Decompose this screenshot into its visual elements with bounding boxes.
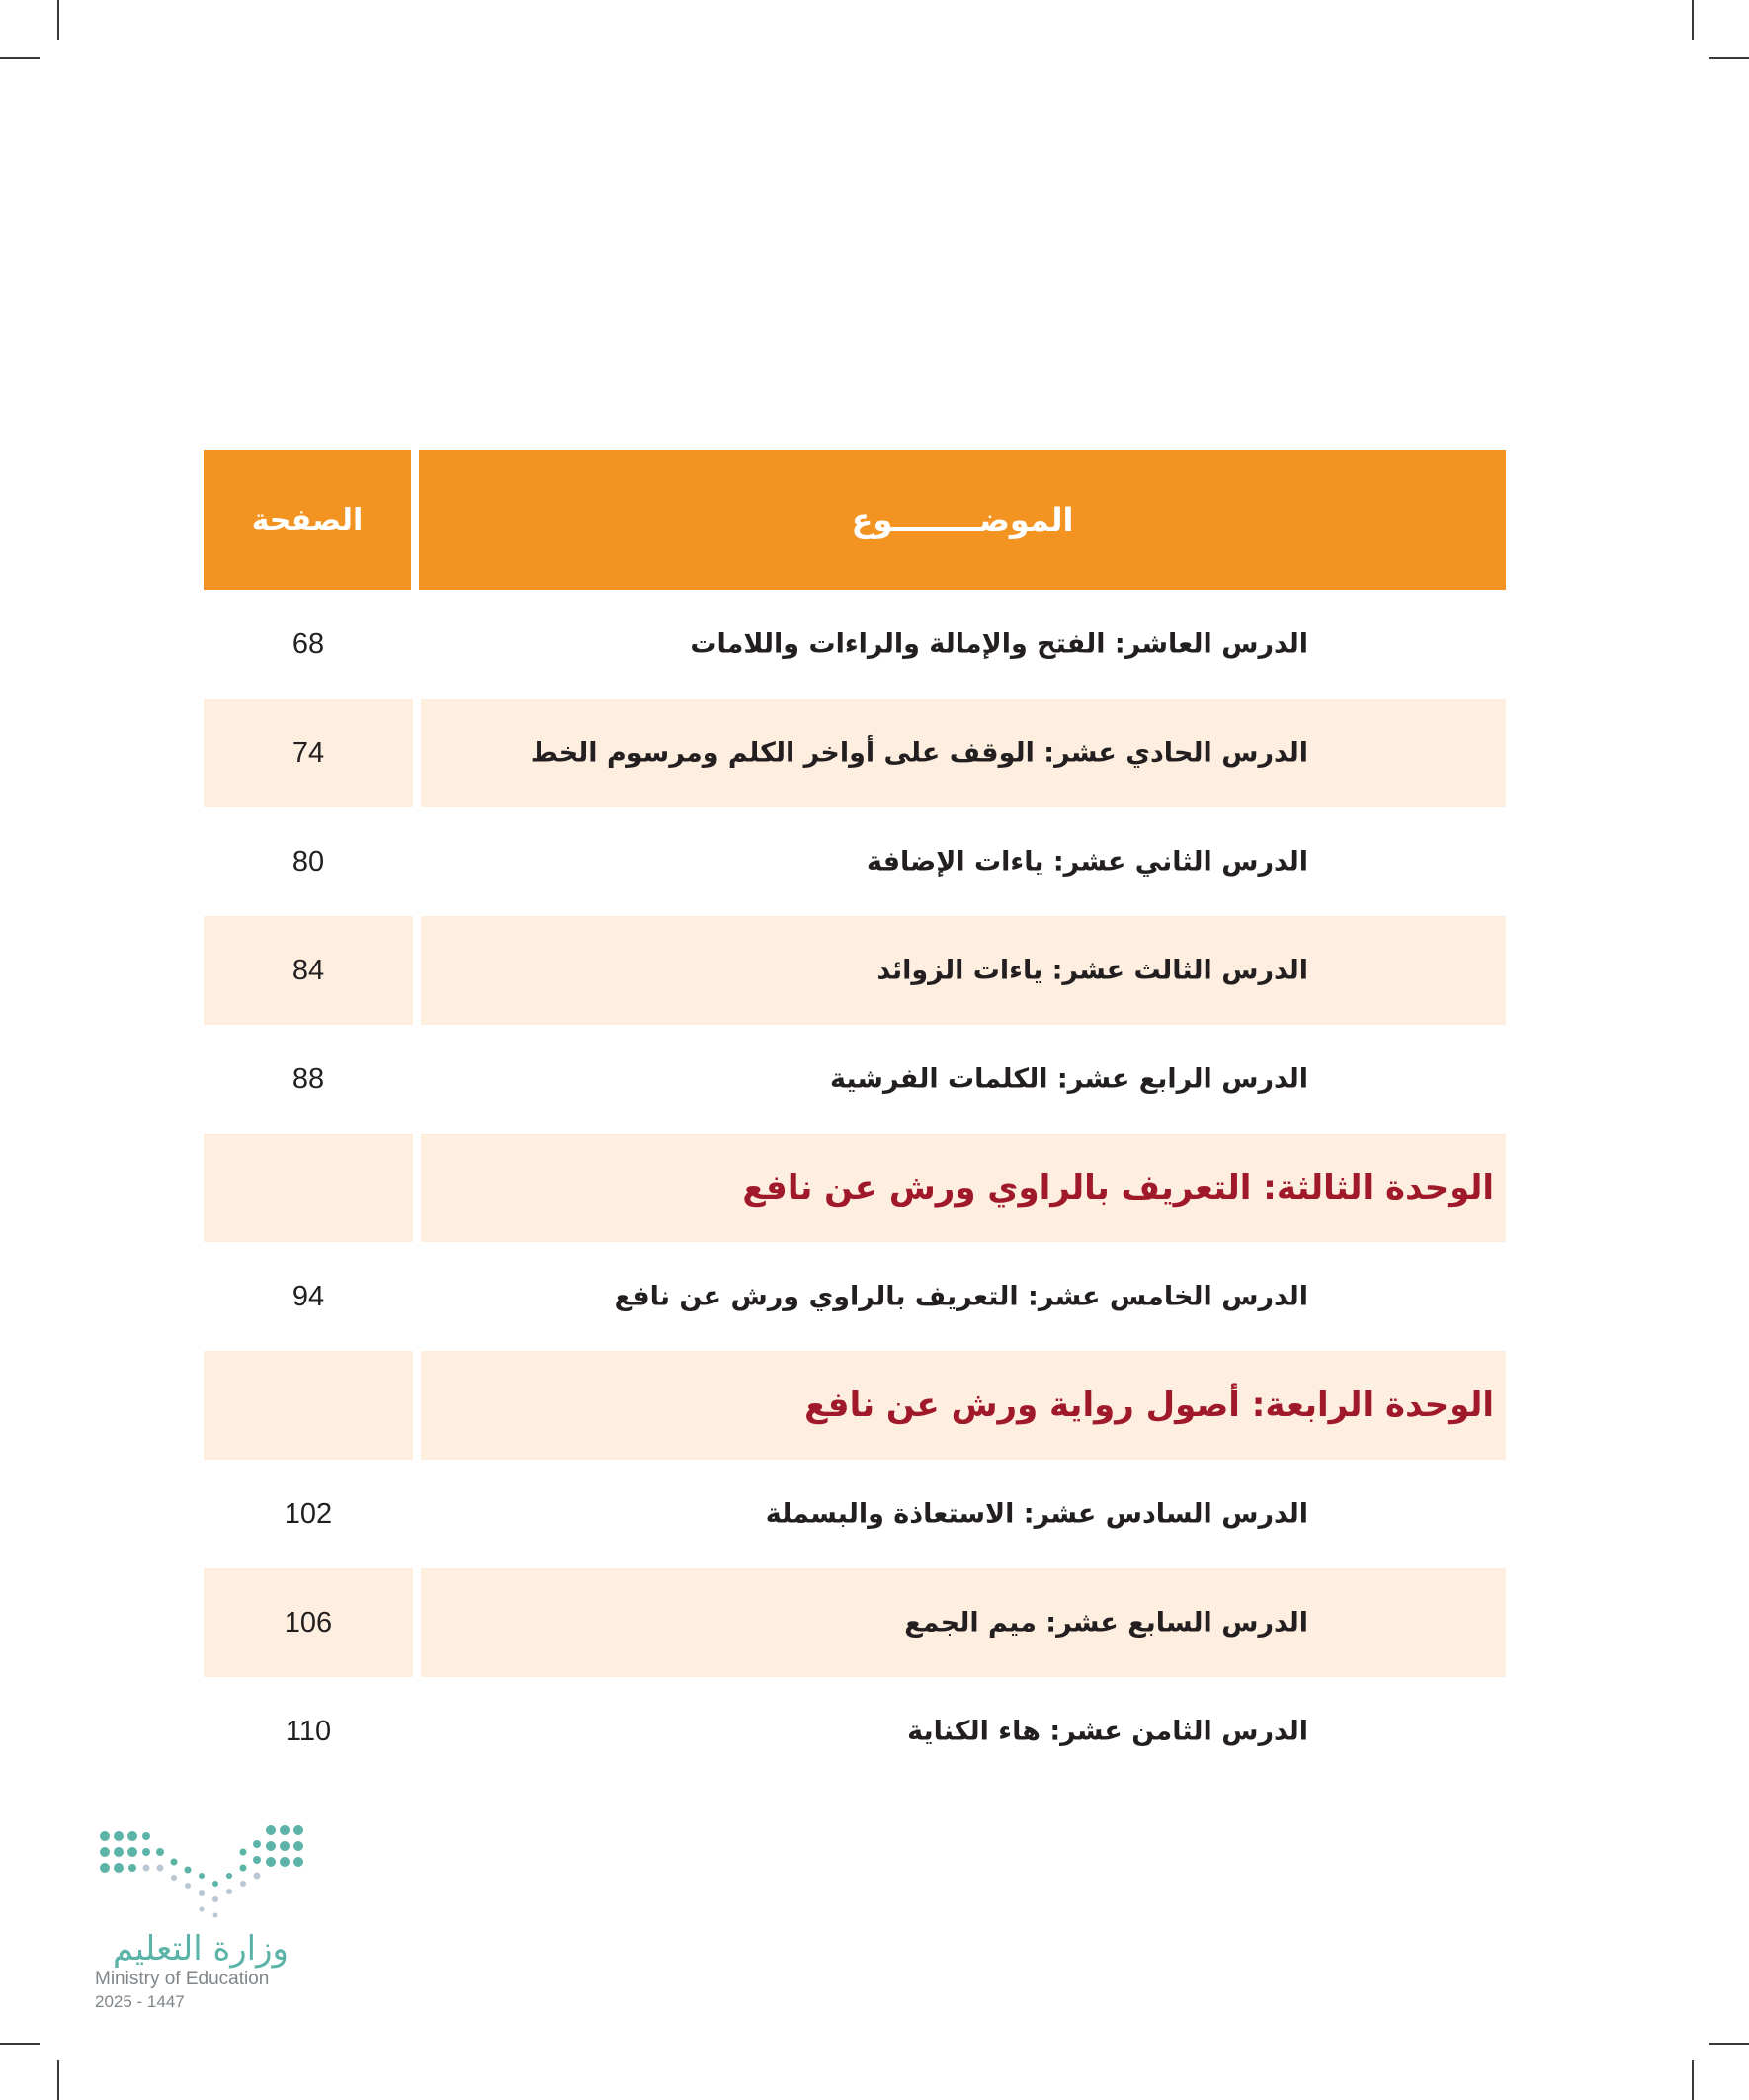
page-column-header (204, 450, 411, 590)
crop-mark (0, 2043, 40, 2045)
unit-title: الوحدة الثالثة: التعريف بالراوي ورش عن نافع (742, 1168, 1494, 1208)
subject-cell (421, 699, 1506, 807)
lesson-title: الدرس الثاني عشر: ياءات الإضافة (866, 846, 1308, 878)
page-number: 94 (292, 1280, 325, 1312)
edition-year: 2025 - 1447 (95, 1992, 185, 2011)
subject-header-label: الموضــــــــوع (851, 501, 1074, 539)
lesson-title: الدرس الثامن عشر: هاء الكناية (907, 1716, 1308, 1747)
ministry-name-english: Ministry of Education (95, 1969, 270, 1989)
page-number-cell (204, 807, 413, 916)
unit-title: الوحدة الرابعة: أصول رواية ورش عن نافع (804, 1386, 1494, 1425)
crop-mark (57, 0, 59, 40)
unit-row (204, 1134, 1506, 1242)
lesson-row (204, 1568, 1506, 1677)
page-number-cell (204, 590, 413, 699)
lesson-row (204, 699, 1506, 807)
subject-cell (421, 1025, 1506, 1134)
lesson-title: الدرس السادس عشر: الاستعاذة والبسملة (765, 1498, 1308, 1530)
page-number: 84 (292, 954, 325, 986)
lesson-row (204, 1460, 1506, 1568)
page-number-cell (204, 1134, 413, 1242)
crop-mark (1692, 2060, 1694, 2100)
lesson-row (204, 1025, 1506, 1134)
ministry-logo (95, 1818, 332, 2016)
page-number: 106 (284, 1606, 333, 1638)
page-number-cell (204, 1242, 413, 1351)
subject-cell (421, 1134, 1506, 1242)
crop-mark (1709, 2043, 1749, 2045)
lesson-row (204, 1242, 1506, 1351)
crop-mark (0, 57, 40, 59)
toc-body (204, 590, 1506, 1786)
crop-mark (1692, 0, 1694, 40)
lesson-row (204, 916, 1506, 1025)
ministry-logo-dots-icon (95, 1818, 312, 1927)
page-number-cell (204, 699, 413, 807)
page-number: 110 (285, 1715, 332, 1747)
lesson-title: الدرس الثالث عشر: ياءات الزوائد (876, 955, 1308, 986)
page-number-cell (204, 1568, 413, 1677)
subject-cell (421, 1351, 1506, 1460)
subject-cell (421, 1242, 1506, 1351)
page-number-cell (204, 1351, 413, 1460)
page-number-cell (204, 1460, 413, 1568)
lesson-row (204, 807, 1506, 916)
unit-row (204, 1351, 1506, 1460)
page-number-cell (204, 1677, 413, 1786)
page-number: 88 (292, 1062, 325, 1095)
subject-cell (421, 590, 1506, 699)
lesson-row (204, 1677, 1506, 1786)
crop-mark (57, 2060, 59, 2100)
lesson-title: الدرس الحادي عشر: الوقف على أواخر الكلم ومرسوم الخط (530, 737, 1308, 769)
lesson-title: الدرس السابع عشر: ميم الجمع (904, 1607, 1308, 1638)
lesson-title: الدرس العاشر: الفتح والإمالة والراءات واللامات (690, 629, 1308, 660)
page-number: 74 (292, 736, 325, 769)
page-number: 102 (284, 1497, 333, 1530)
table-of-contents (204, 450, 1506, 1786)
lesson-title: الدرس الخامس عشر: التعريف بالراوي ورش عن نافع (614, 1281, 1308, 1312)
page-number: 68 (292, 628, 325, 660)
page-header-label: الصفحة (251, 503, 364, 537)
subject-column-header (419, 450, 1506, 590)
lesson-row (204, 590, 1506, 699)
page-number-cell (204, 916, 413, 1025)
lesson-title: الدرس الرابع عشر: الكلمات الفرشية (830, 1063, 1308, 1095)
subject-cell (421, 1460, 1506, 1568)
subject-cell (421, 1677, 1506, 1786)
page-number: 80 (292, 845, 325, 878)
subject-cell (421, 1568, 1506, 1677)
toc-header-row (204, 450, 1506, 590)
subject-cell (421, 916, 1506, 1025)
crop-mark (1709, 57, 1749, 59)
page-number-cell (204, 1025, 413, 1134)
subject-cell (421, 807, 1506, 916)
ministry-name-arabic: وزارة التعليم (113, 1929, 289, 1969)
